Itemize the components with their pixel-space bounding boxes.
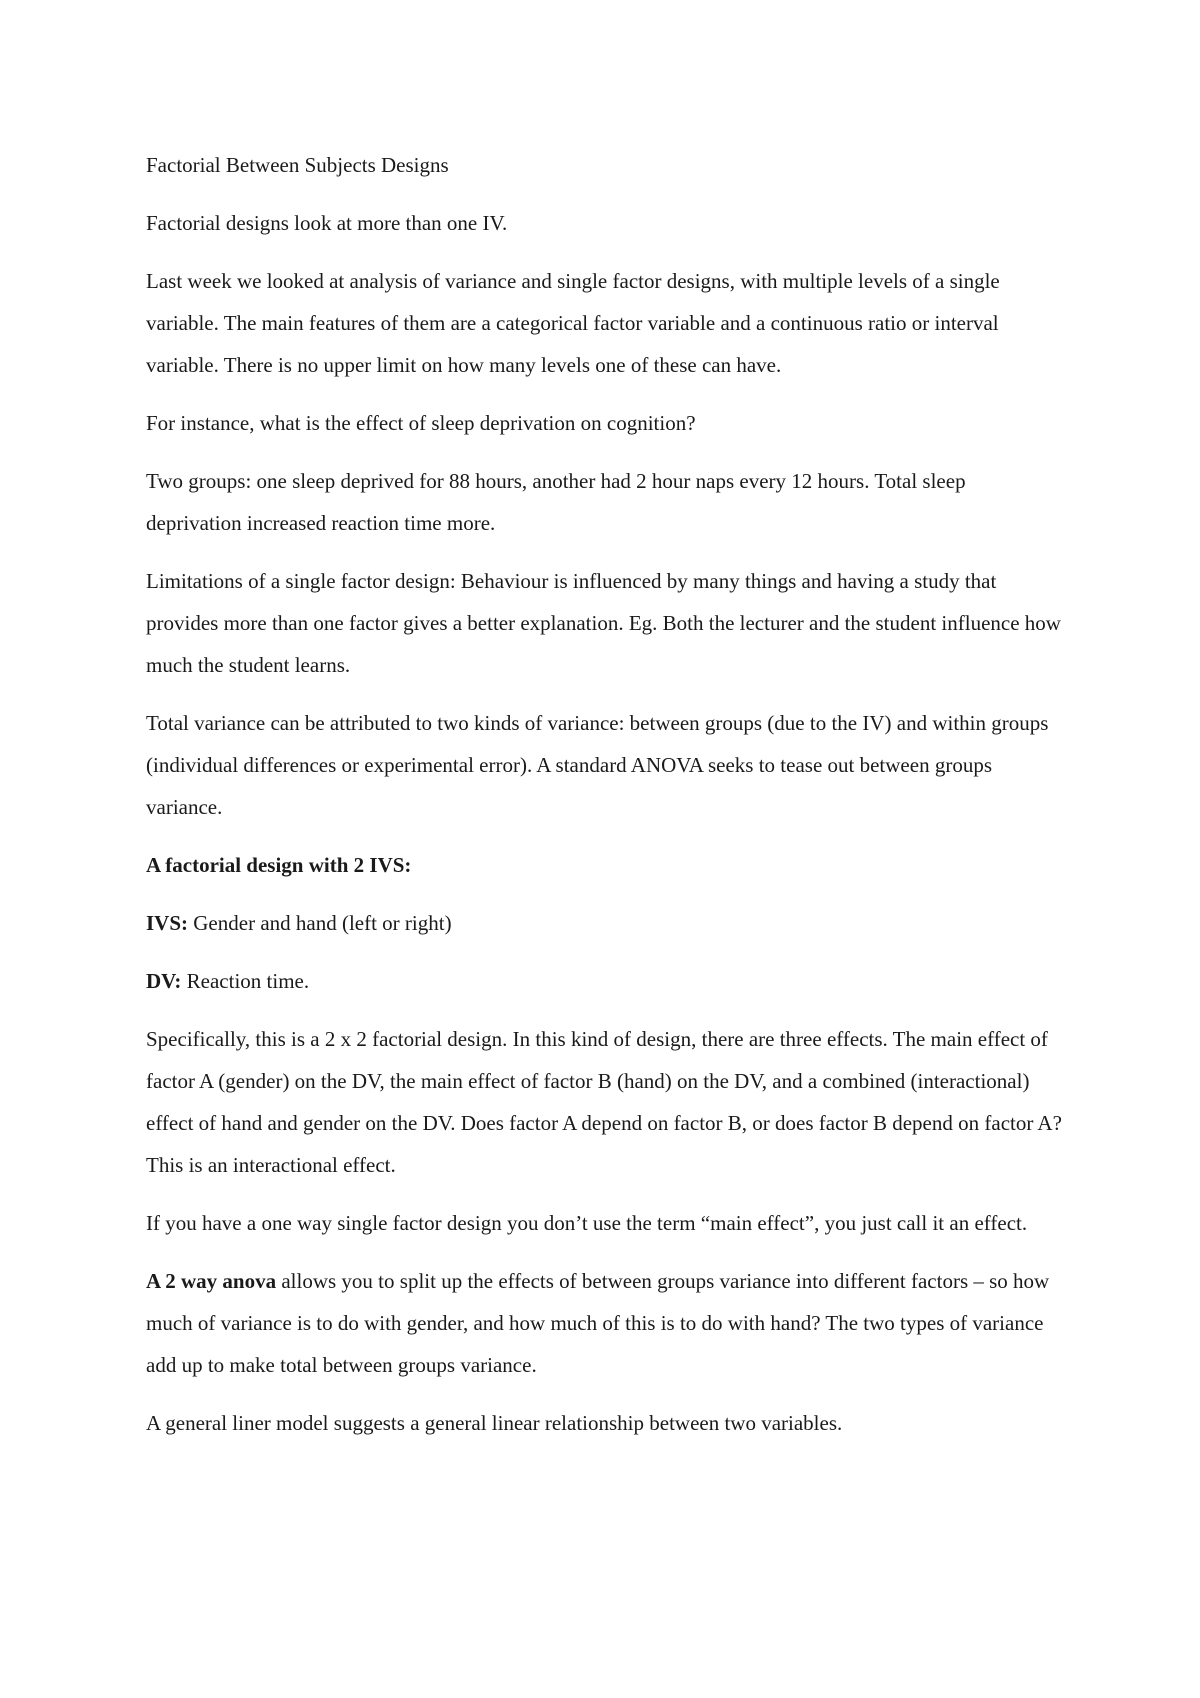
ivs-text: Gender and hand (left or right) [188, 911, 452, 935]
paragraph-one-way: If you have a one way single factor design you don’t use the term “main effect”, you just call it an effect. [146, 1211, 1028, 1235]
paragraph-dv [146, 960, 1066, 1002]
heading-factorial-design-text: A factorial design with 2 IVS: [146, 853, 412, 877]
document-title: Factorial Between Subjects Designs [146, 153, 449, 177]
anova-text: allows you to split up the effects of between groups variance into different factors – so how much of variance is to do with gender, and how much of this is to do with hand? The two types of variance add up to make total between groups variance. [146, 1269, 1050, 1377]
paragraph-factorial-intro: Factorial designs look at more than one IV. [146, 211, 508, 235]
paragraph-ivs [146, 902, 1066, 944]
paragraph-two-way-anova [146, 1260, 1066, 1386]
dv-label: DV: [146, 969, 182, 993]
paragraph-sleep-question: For instance, what is the effect of sleep deprivation on cognition? [146, 411, 696, 435]
paragraph-general-linear-model: A general liner model suggests a general linear relationship between two variables. [146, 1411, 843, 1435]
paragraph-last-week: Last week we looked at analysis of variance and single factor designs, with multiple levels of a single variable. The main features of them are a categorical factor variable and a continuous ratio or interval variable. There is no upper limit on how many levels one of these can have. [146, 269, 1000, 377]
paragraph-total-variance: Total variance can be attributed to two kinds of variance: between groups (due to the IV) and within groups (individual differences or experimental error). A standard ANOVA seeks to tease out between groups variance. [146, 711, 1049, 819]
paragraph-limitations: Limitations of a single factor design: Behaviour is influenced by many things and having a study that provides more than one factor gives a better explanation. Eg. Both the lecturer and the student influence how much the student learns. [146, 569, 1061, 677]
heading-factorial-design [146, 844, 1066, 886]
document-body [146, 144, 1066, 1460]
ivs-label: IVS: [146, 911, 189, 935]
anova-label: A 2 way anova [146, 1269, 277, 1293]
paragraph-specifically: Specifically, this is a 2 x 2 factorial design. In this kind of design, there are three effects. The main effect of factor A (gender) on the DV, the main effect of factor B (hand) on the DV, and a combined (interactional) effect of hand and gender on the DV. Does factor A depend on factor B, or does factor B depend on factor A? This is an interactional effect. [146, 1027, 1062, 1177]
dv-text: Reaction time. [181, 969, 310, 993]
paragraph-two-groups: Two groups: one sleep deprived for 88 hours, another had 2 hour naps every 12 hours. Total sleep deprivation increased reaction time more. [146, 469, 966, 535]
